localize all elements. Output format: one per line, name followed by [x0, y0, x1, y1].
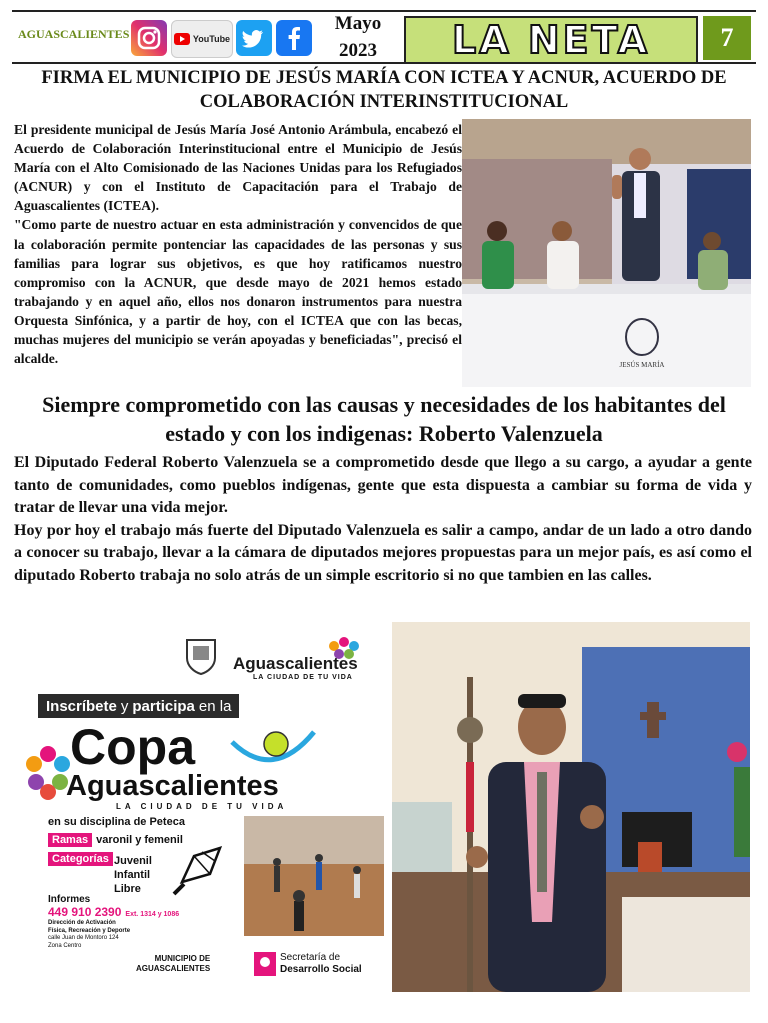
ad-title-copa: Copa	[70, 719, 195, 775]
ad-footer-line: Secretaría de	[280, 952, 341, 963]
article1-body	[14, 120, 462, 368]
page-number: 7	[703, 16, 751, 60]
ad-ramas	[48, 833, 183, 847]
ad-footer-line: Desarrollo Social	[280, 964, 362, 975]
gym-players-photo	[244, 816, 384, 936]
article1-paragraph: "Como parte de nuestro actuar en esta administración y convencidos de que la colaboración permite pontenciar las capacidades de las personas y sus familias para lograr sus objetivos, es que hoy ratificamos nuestro compromiso con la ACNUR, que desde mayo de 2021 hemos estado trabajando y en aquel año, ellos nos donaron instrumentos para nuestra Orquesta Sinfónica, y a partir de hoy, con el ICTEA que con las becas, muchas mujeres del municipio se verán apoyadas y beneficiadas", precisó el alcalde.	[14, 217, 462, 367]
article2-headline: Siempre comprometido con las causas y necesidades de los habitantes del estado y con los indigenas: Roberto Valenzuela	[42, 392, 726, 446]
ad-ramas-label: Ramas	[48, 833, 92, 847]
ad-informes-label: Informes	[48, 894, 91, 905]
ad-categoria-item: Libre	[114, 883, 141, 895]
article2-paragraph: Hoy por hoy el trabajo más fuerte del Diputado Valenzuela es salir a campo, andar de un lado a otro dando a conocer su trabajo, llevar a la cámara de diputados mejores propuestas para un mejor país, es así como el diputado Roberto trabaja no solo atrás de un simple escritorio si no que tambien en las calles.	[14, 521, 752, 584]
ad-categoria-item: Infantil	[114, 869, 151, 881]
youtube-icon[interactable]	[171, 20, 233, 58]
deputy-office-photo	[392, 622, 750, 992]
ad-city-tagline: LA CIUDAD DE TU VIDA	[253, 674, 353, 681]
masthead-text: LA NETA	[452, 18, 650, 62]
ad-address-line: Dirección de Activación	[48, 920, 116, 926]
article1-paragraph: El presidente municipal de Jesús María José Antonio Arámbula, encabezó el Acuerdo de Colaboración Interinstitucional entre el Municipio de Jesús María con el Alto Comisionado de las Naciones Unidas para los Refugiados (ACNUR) y con el Instituto de Capacitación para el Trabajo de Aguascalientes (ICTEA).	[14, 122, 462, 214]
issue-month: Mayo	[334, 13, 382, 34]
facebook-icon[interactable]	[276, 20, 312, 56]
ad-address-line: calle Juan de Montoro 124	[48, 935, 119, 941]
ad-extension: Ext. 1314 y 1086	[125, 911, 180, 918]
instagram-icon[interactable]	[131, 20, 167, 56]
ad-invite-a: Inscríbete	[46, 697, 117, 715]
municipal-crest-icon	[183, 634, 219, 676]
signing-ceremony-photo	[462, 119, 751, 387]
copa-aguascalientes-ad	[18, 622, 388, 987]
ad-categorias-list	[114, 854, 152, 896]
ad-address	[48, 920, 130, 950]
ad-invite-banner	[38, 694, 239, 718]
youtube-label: YouTube	[192, 34, 231, 44]
ad-footer-municipio	[136, 954, 210, 974]
region-label: AGUASCALIENTES	[18, 27, 130, 41]
ad-footer-secretaria	[280, 952, 362, 976]
ad-invite-d: en la	[198, 697, 232, 715]
article2-body	[14, 452, 752, 587]
ad-invite-b: y	[120, 697, 129, 715]
ad-invite-c: participa	[132, 697, 195, 715]
ad-address-line: Física, Recreación y Deporte	[48, 927, 131, 934]
issue-date	[328, 10, 388, 64]
ad-categorias-label: Categorías	[48, 852, 113, 866]
photo-caption: JESÚS MARÍA	[619, 361, 665, 369]
ad-title-aguascalientes: Aguascalientes	[66, 770, 279, 802]
ad-categoria-item: Juvenil	[114, 855, 152, 867]
ad-ramas-value: varonil y femenil	[96, 834, 183, 846]
ad-title-tagline: LA CIUDAD DE TU VIDA	[116, 802, 288, 811]
ad-footer-line: MUNICIPIO DE	[154, 954, 211, 963]
shuttlecock-icon	[164, 836, 228, 900]
ad-city-name: Aguascalientes	[233, 654, 358, 673]
ad-footer-line: AGUASCALIENTES	[136, 964, 211, 973]
issue-year: 2023	[339, 40, 377, 61]
masthead-logo	[404, 16, 698, 64]
ad-phone: 449 910 2390	[48, 905, 122, 919]
ball-swoosh-icon	[228, 722, 318, 772]
ad-phone-line	[48, 905, 179, 919]
article2-paragraph: El Diputado Federal Roberto Valenzuela se a comprometido desde que llego a su cargo, a ayudar a gente tanto de comunidades, como pueblos indígenas, gente que esta dispuesta a cambiar su forma de vida y tratar de llevar una vida mejor.	[14, 454, 752, 516]
ad-discipline: en su disciplina de Peteca	[48, 816, 185, 828]
article1-headline: FIRMA EL MUNICIPIO DE JESÚS MARÍA CON ICTEA Y ACNUR, ACUERDO DE COLABORACIÓN INTERINSTITUCIONAL	[41, 68, 727, 112]
sedeso-logo-icon	[254, 952, 276, 976]
twitter-icon[interactable]	[236, 20, 272, 56]
header-rule	[12, 62, 756, 64]
ad-address-line: Zona Centro	[48, 942, 82, 949]
